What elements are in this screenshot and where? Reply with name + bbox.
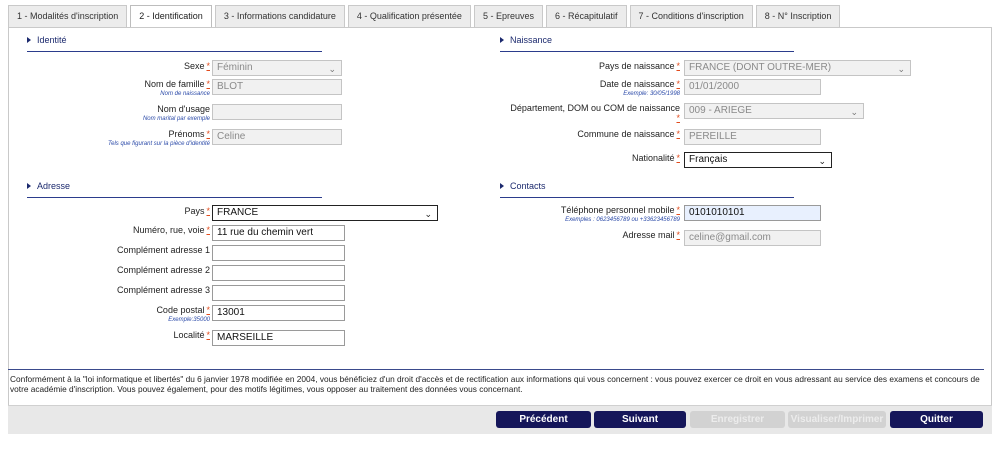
tab-bar [8, 5, 843, 28]
date-naissance-hint: Exemple: 30/05/1998 [623, 91, 680, 97]
suivant-button[interactable]: Suivant [594, 411, 686, 428]
telephone-field[interactable]: 0101010101 [684, 205, 821, 221]
tab-numero-inscription[interactable]: 8 - N° Inscription [756, 5, 841, 27]
chevron-down-icon: ⌄ [897, 64, 905, 74]
tab-epreuves[interactable]: 5 - Epreuves [474, 5, 543, 27]
chevron-down-icon: ⌄ [850, 107, 858, 117]
visualiser-imprimer-button[interactable]: Visualiser/Imprimer [788, 411, 886, 428]
expand-triangle-icon [27, 183, 31, 189]
telephone-hint: Exemples : 0623456789 ou +33623456789 [565, 217, 680, 223]
precedent-button[interactable]: Précédent [496, 411, 591, 428]
legal-divider [8, 369, 984, 370]
commune-naissance-label: Commune de naissance * [577, 129, 680, 139]
required-asterisk: * [206, 305, 210, 315]
numero-rue-field[interactable]: 11 rue du chemin vert [212, 225, 345, 241]
section-title: Adresse [37, 181, 71, 191]
complement3-label: Complément adresse 3 [116, 285, 210, 295]
section-divider [27, 197, 322, 198]
legal-notice: Conformément à la "loi informatique et libertés" du 6 janvier 1978 modifiée en 2004, vous bénéficiez d'un droit d'accès et de rectification aux informations qui vous concernent : vous pouvez exercer ce droit en vous adressant au service des examens et concours de votre académie d'inscription. Vous pouvez également, pour des motifs légitimes, vous opposer au traitement des données vous concernant. [10, 374, 980, 394]
section-contacts-header[interactable] [500, 181, 546, 191]
complement1-label: Complément adresse 1 [116, 245, 210, 255]
required-asterisk: * [206, 61, 210, 71]
enregistrer-button[interactable]: Enregistrer [690, 411, 785, 428]
tab-identification[interactable]: 2 - Identification [130, 5, 212, 29]
pays-naissance-select[interactable]: FRANCE (DONT OUTRE-MER) ⌄ [684, 60, 911, 76]
telephone-label: Téléphone personnel mobile * [560, 205, 680, 215]
tab-conditions[interactable]: 7 - Conditions d'inscription [630, 5, 753, 27]
expand-triangle-icon [500, 183, 504, 189]
complement3-field[interactable] [212, 285, 345, 301]
localite-label: Localité * [173, 330, 210, 340]
nom-usage-hint: Nom marital par exemple [142, 116, 210, 122]
section-title: Identité [37, 35, 67, 45]
prenoms-field[interactable]: Celine [212, 129, 342, 145]
chevron-down-icon: ⌄ [328, 64, 336, 74]
section-divider [500, 197, 794, 198]
complement2-label: Complément adresse 2 [116, 265, 210, 275]
chevron-down-icon: ⌄ [818, 156, 826, 166]
expand-triangle-icon [27, 37, 31, 43]
complement2-field[interactable] [212, 265, 345, 281]
pays-label: Pays * [184, 206, 210, 216]
required-asterisk: * [676, 153, 680, 163]
section-title: Naissance [510, 35, 553, 45]
sexe-select[interactable]: Féminin ⌄ [212, 60, 342, 76]
tab-qualification[interactable]: 4 - Qualification présentée [348, 5, 471, 27]
nom-usage-field[interactable] [212, 104, 342, 120]
mail-field[interactable]: celine@gmail.com [684, 230, 821, 246]
required-asterisk: * [206, 79, 210, 89]
required-asterisk: * [206, 225, 210, 235]
complement1-field[interactable] [212, 245, 345, 261]
tab-recapitulatif[interactable]: 6 - Récapitulatif [546, 5, 627, 27]
commune-naissance-field[interactable]: PEREILLE [684, 129, 821, 145]
departement-naissance-label: Département, DOM ou COM de naissance [510, 103, 680, 113]
nom-famille-label: Nom de famille * [144, 79, 210, 89]
departement-naissance-select[interactable]: 009 - ARIEGE ⌄ [684, 103, 864, 119]
required-asterisk: * [676, 61, 680, 71]
date-naissance-field[interactable]: 01/01/2000 [684, 79, 821, 95]
code-postal-field[interactable]: 13001 [212, 305, 345, 321]
nationalite-select[interactable]: Français ⌄ [684, 152, 832, 168]
code-postal-label: Code postal * [156, 305, 210, 315]
nationalite-label: Nationalité * [631, 153, 680, 163]
numero-rue-label: Numéro, rue, voie * [132, 225, 210, 235]
tab-informations-candidature[interactable]: 3 - Informations candidature [215, 5, 345, 27]
section-naissance-header[interactable] [500, 35, 552, 45]
nom-usage-label: Nom d'usage [157, 104, 210, 114]
required-asterisk: * [206, 129, 210, 139]
required-asterisk: * [206, 206, 210, 216]
section-identite-header[interactable] [27, 35, 67, 45]
section-title: Contacts [510, 181, 546, 191]
required-asterisk: * [676, 113, 680, 123]
code-postal-hint: Exemple:35000 [168, 317, 210, 323]
departement-required [470, 113, 680, 124]
pays-select[interactable]: FRANCE ⌄ [212, 205, 438, 221]
quitter-button[interactable]: Quitter [890, 411, 983, 428]
tab-modalites[interactable]: 1 - Modalités d'inscription [8, 5, 127, 27]
required-asterisk: * [676, 205, 680, 215]
mail-label: Adresse mail * [622, 230, 680, 240]
required-asterisk: * [676, 129, 680, 139]
expand-triangle-icon [500, 37, 504, 43]
section-adresse-header[interactable] [27, 181, 70, 191]
required-asterisk: * [676, 79, 680, 89]
chevron-down-icon: ⌄ [424, 209, 432, 219]
sexe-label: Sexe * [183, 61, 210, 71]
prenoms-label: Prénoms * [168, 129, 210, 139]
localite-field[interactable]: MARSEILLE [212, 330, 345, 346]
required-asterisk: * [676, 230, 680, 240]
section-divider [27, 51, 322, 52]
pays-naissance-label: Pays de naissance * [598, 61, 680, 71]
prenoms-hint: Tels que figurant sur la pièce d'identité [108, 141, 210, 147]
section-divider [500, 51, 794, 52]
required-asterisk: * [206, 330, 210, 340]
date-naissance-label: Date de naissance * [599, 79, 680, 89]
nom-famille-field[interactable]: BLOT [212, 79, 342, 95]
nom-famille-hint: Nom de naissance [160, 91, 210, 97]
